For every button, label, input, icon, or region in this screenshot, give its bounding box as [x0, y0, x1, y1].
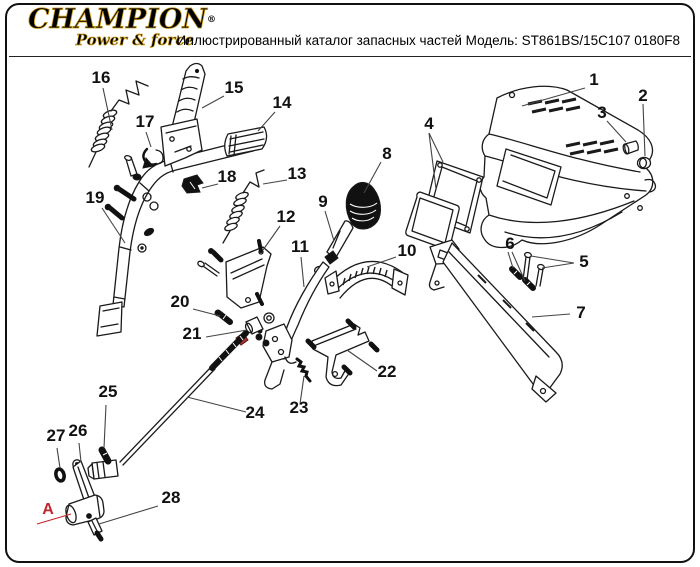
part-shift-knob [346, 182, 380, 229]
part-label-6: 6 [505, 234, 515, 253]
part-frame-and-panel [406, 161, 483, 249]
part-label-11: 11 [291, 237, 309, 256]
brand-text: CHAMPION [28, 4, 207, 35]
part-label-24: 24 [245, 403, 265, 422]
brand-tagline: Power & force [75, 31, 194, 49]
part-label-9: 9 [318, 192, 328, 211]
part-label-A: A [42, 501, 54, 518]
part-label-23: 23 [289, 398, 309, 417]
part-black-bracket [182, 175, 203, 193]
part-label-5: 5 [579, 252, 589, 271]
part-label-12: 12 [276, 207, 296, 226]
part-label-16: 16 [91, 68, 111, 87]
page-title: Иллюстрированный каталог запасных частей Модель: ST861BS/15C107 0180F8 [176, 33, 680, 48]
part-label-17: 17 [135, 112, 155, 131]
part-pin-28 [88, 518, 102, 539]
part-cap [638, 157, 651, 168]
part-label-22: 22 [377, 362, 397, 381]
part-label-1: 1 [589, 70, 599, 89]
part-label-28: 28 [161, 488, 181, 507]
part-bracket-plate [308, 321, 377, 386]
part-label-10: 10 [397, 241, 417, 260]
part-label-25: 25 [98, 382, 118, 401]
part-label-3: 3 [597, 103, 607, 122]
part-label-7: 7 [576, 303, 586, 322]
part-label-15: 15 [224, 78, 244, 97]
part-selector-gate [325, 261, 408, 298]
part-mount-bracket [197, 241, 271, 308]
part-label-19: 19 [85, 188, 105, 207]
part-label-27: 27 [46, 426, 66, 445]
part-handle-grip [225, 127, 267, 156]
part-washer [55, 468, 66, 482]
part-pin-25 [102, 450, 108, 461]
part-label-8: 8 [382, 144, 392, 163]
registered-mark: ® [206, 15, 216, 25]
part-label-4: 4 [424, 114, 434, 133]
part-label-14: 14 [272, 93, 292, 112]
part-label-21: 21 [182, 324, 202, 343]
part-bolt-20 [215, 310, 230, 322]
part-label-20: 20 [170, 292, 190, 311]
part-drive-lever [161, 64, 205, 167]
part-control-panel-housing [480, 86, 655, 247]
part-label-26: 26 [68, 421, 88, 440]
part-label-18: 18 [217, 167, 237, 186]
part-label-2: 2 [638, 86, 648, 105]
part-label-13: 13 [287, 164, 307, 183]
